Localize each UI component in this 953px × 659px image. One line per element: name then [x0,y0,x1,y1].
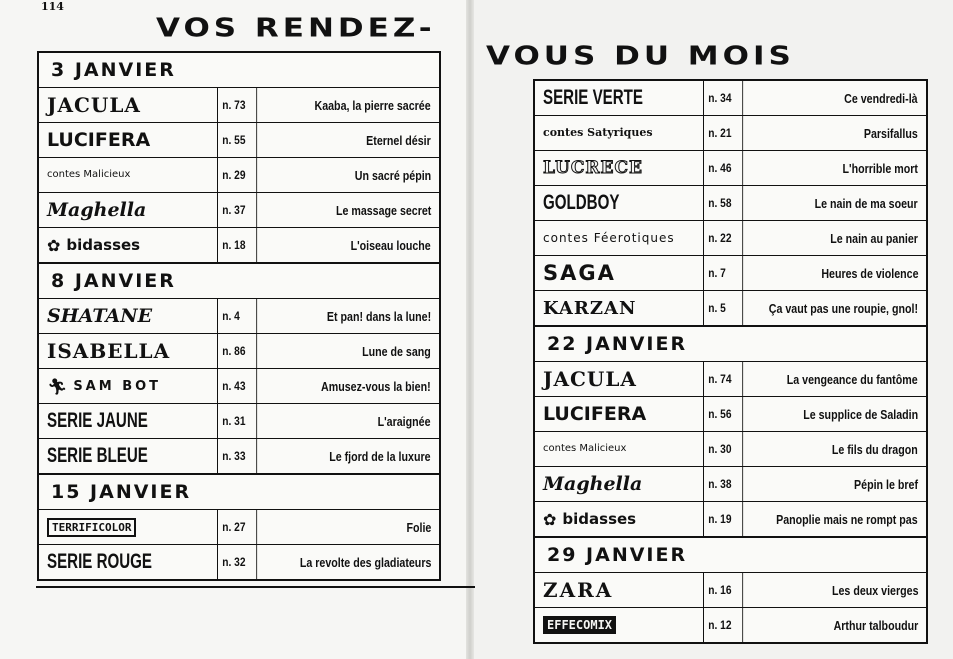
issue-number: n. 74 [704,362,743,396]
issue-number: n. 37 [218,193,257,227]
issue-number: n. 34 [704,81,743,115]
series-logo-jacula: JACULA [39,88,218,122]
series-logo-isabella: ISABELLA [39,334,218,368]
story-title: Le fils du dragon [832,441,918,457]
story-title: Le nain au panier [830,230,918,246]
table-row [535,291,926,326]
series-logo-serie-rouge: SERIE ROUGE [39,545,218,579]
story-title: L'araignée [378,413,431,429]
table-row [535,221,926,256]
story-title: Ça vaut pas une roupie, gnol! [768,300,918,316]
issue-number: n. 38 [704,467,743,501]
series-logo-serie-bleue: SERIE BLEUE [39,439,218,473]
series-logo-shatane: SHATANE [39,299,218,333]
series-logo-karzan: KARZAN [535,291,704,325]
story-title: Panoplie mais ne rompt pas [776,511,918,527]
story-title: Lune de sang [362,343,431,359]
table-row [39,404,439,439]
series-logo-effecomix: EFFECOMIX [535,608,704,642]
table-row [39,334,439,369]
table-row [39,158,439,193]
table-row [39,369,439,404]
headline-left: VOS RENDEZ- [156,13,436,44]
issue-number: n. 46 [704,151,743,185]
series-logo-serie-jaune: SERIE JAUNE [39,404,218,438]
story-title: Eternel désir [366,132,431,148]
story-title: Parsifallus [864,125,918,141]
table-row [39,439,439,474]
series-logo-contes-malicieux: contes Malicieux [39,158,218,192]
issue-number: n. 19 [704,502,743,536]
story-title: L'horrible mort [842,160,918,176]
series-logo-goldboy: GOLDBOY [535,186,704,220]
story-title: Amusez-vous la bien! [321,378,431,394]
table-row [39,510,439,545]
date-heading: 22 JANVIER [535,326,926,362]
date-heading: 29 JANVIER [535,537,926,573]
story-title: Les deux vierges [831,582,918,598]
table-row [39,299,439,334]
issue-number: n. 55 [218,123,257,157]
issue-number: n. 22 [704,221,743,255]
schedule-table-left [37,51,441,581]
issue-number: n. 32 [218,545,257,579]
date-heading: 3 JANVIER [39,53,439,88]
schedule-table-right [533,79,928,644]
issue-number: n. 30 [704,432,743,466]
story-title: Le massage secret [335,202,431,218]
table-row [39,88,439,123]
date-heading: 15 JANVIER [39,474,439,510]
issue-number: n. 12 [704,608,743,642]
series-logo-contes-feerotiques: contes Féerotiques [535,221,704,255]
table-row [535,573,926,608]
series-logo-saga: SAGA [535,256,704,290]
date-heading: 8 JANVIER [39,263,439,299]
series-logo-maghella: Maghella [535,467,704,501]
series-logo-sam-bot: 🏃︎ SAM BOT [39,369,218,403]
series-logo-bidasses: ✿ bidasses [535,502,704,536]
issue-number: n. 27 [218,510,257,544]
running-man-icon: 🏃︎ [47,376,68,396]
flower-icon: ✿ [47,235,61,255]
series-logo-maghella: Maghella [39,193,218,227]
story-title: Pépin le bref [854,476,918,492]
page-number: 114 [41,0,64,13]
issue-number: n. 58 [704,186,743,220]
table-row [535,186,926,221]
issue-number: n. 16 [704,573,743,607]
table-row [39,228,439,263]
issue-number: n. 86 [218,334,257,368]
table-row [535,397,926,432]
series-logo-contes-malicieux: contes Malicieux [535,432,704,466]
issue-number: n. 31 [218,404,257,438]
series-logo-terrificolor: TERRIFICOLOR [39,510,218,544]
series-logo-serie-verte: SERIE VERTE [535,81,704,115]
story-title: Un sacré pépin [354,167,431,183]
series-logo-contes-satyriques: contes Satyriques [535,116,704,150]
issue-number: n. 21 [704,116,743,150]
story-title: L'oiseau louche [350,237,431,253]
series-logo-lucifera: LUCIFERA [39,123,218,157]
story-title: La revolte des gladiateurs [299,554,431,570]
story-title: Le fjord de la luxure [329,448,431,464]
table-row [535,467,926,502]
table-row [535,608,926,642]
table-row [535,256,926,291]
issue-number: n. 33 [218,439,257,473]
story-title: Heures de violence [820,265,918,281]
series-logo-lucrece: LUCRECE [535,151,704,185]
issue-number: n. 43 [218,369,257,403]
issue-number: n. 7 [704,256,743,290]
table-row [535,81,926,116]
headline-right: VOUS DU MOIS [486,41,795,72]
story-title: Ce vendredi-là [844,90,918,106]
book-gutter [466,0,474,659]
table-row [39,545,439,579]
table-row [535,502,926,537]
story-title: La vengeance du fantôme [787,371,918,387]
table-row [535,116,926,151]
series-logo-bidasses: ✿ bidasses [39,228,218,262]
series-logo-lucifera: LUCIFERA [535,397,704,431]
issue-number: n. 29 [218,158,257,192]
table-row [39,123,439,158]
story-title: Folie [406,519,431,535]
table-row [535,151,926,186]
issue-number: n. 4 [218,299,257,333]
table-row [535,432,926,467]
story-title: Le nain de ma soeur [814,195,918,211]
series-logo-jacula: JACULA [535,362,704,396]
story-title: Et pan! dans la lune! [326,308,431,324]
issue-number: n. 56 [704,397,743,431]
issue-number: n. 18 [218,228,257,262]
story-title: Le supplice de Saladin [803,406,918,422]
flower-icon: ✿ [543,509,557,529]
series-logo-zara: ZARA [535,573,704,607]
story-title: Arthur talboudur [833,617,918,633]
table-row [535,362,926,397]
table-row [39,193,439,228]
issue-number: n. 5 [704,291,743,325]
story-title: Kaaba, la pierre sacrée [314,97,431,113]
issue-number: n. 73 [218,88,257,122]
